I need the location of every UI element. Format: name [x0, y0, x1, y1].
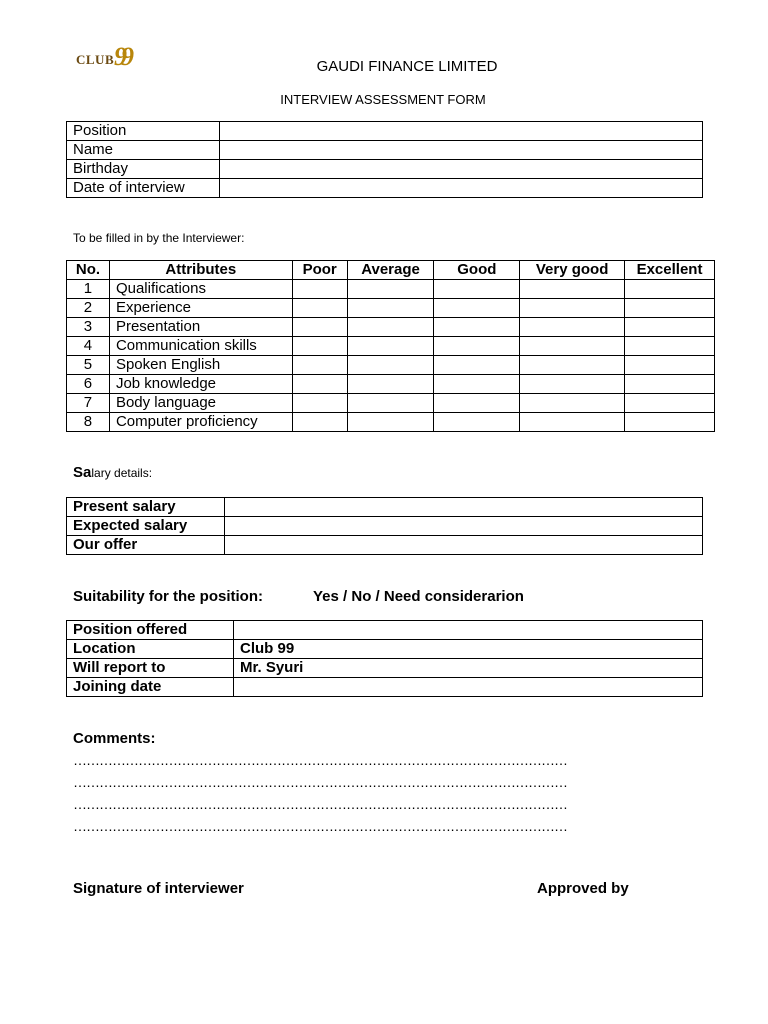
- row-attribute: Computer proficiency: [109, 413, 292, 432]
- rating-cell[interactable]: [292, 394, 347, 413]
- row-attribute: Qualifications: [109, 280, 292, 299]
- table-row: [67, 337, 715, 356]
- row-no: 4: [67, 337, 110, 356]
- salary-heading-rest: lary details:: [91, 466, 153, 480]
- row-no: 2: [67, 299, 110, 318]
- row-no: 5: [67, 356, 110, 375]
- rating-cell[interactable]: [625, 280, 715, 299]
- table-row: [67, 280, 715, 299]
- rating-cell[interactable]: [347, 356, 434, 375]
- interviewer-note: To be filled in by the Interviewer:: [73, 231, 245, 245]
- col-header-excellent: Excellent: [625, 261, 715, 280]
- rating-cell[interactable]: [347, 318, 434, 337]
- expected-salary-label: Expected salary: [67, 517, 225, 536]
- rating-cell[interactable]: [520, 318, 625, 337]
- table-row: [67, 356, 715, 375]
- joining-date-label: Joining date: [67, 678, 234, 697]
- salary-table: [66, 497, 703, 555]
- table-row: [67, 299, 715, 318]
- table-row: [67, 640, 703, 659]
- table-row: [67, 394, 715, 413]
- rating-cell[interactable]: [434, 337, 520, 356]
- table-row: [67, 536, 703, 555]
- row-no: 1: [67, 280, 110, 299]
- suitability-options[interactable]: Yes / No / Need considerarion: [313, 588, 524, 605]
- table-row: [67, 659, 703, 678]
- rating-cell[interactable]: [520, 413, 625, 432]
- candidate-info-table: [66, 121, 703, 198]
- name-label: Name: [67, 141, 220, 160]
- row-no: 3: [67, 318, 110, 337]
- present-salary-label: Present salary: [67, 498, 225, 517]
- row-attribute: Communication skills: [109, 337, 292, 356]
- table-row: [67, 621, 703, 640]
- row-no: 8: [67, 413, 110, 432]
- col-header-no: No.: [67, 261, 110, 280]
- interview-date-label: Date of interview: [67, 179, 220, 198]
- rating-cell[interactable]: [347, 280, 434, 299]
- rating-cell[interactable]: [434, 375, 520, 394]
- comments-label: Comments:: [73, 730, 156, 747]
- rating-cell[interactable]: [520, 356, 625, 375]
- rating-cell[interactable]: [292, 318, 347, 337]
- table-row: [67, 413, 715, 432]
- rating-cell[interactable]: [292, 356, 347, 375]
- joining-date-field[interactable]: [234, 678, 703, 697]
- rating-cell[interactable]: [434, 394, 520, 413]
- rating-cell[interactable]: [625, 413, 715, 432]
- name-field[interactable]: [220, 141, 703, 160]
- form-title: INTERVIEW ASSESSMENT FORM: [280, 92, 486, 107]
- table-row: [67, 517, 703, 536]
- birthday-label: Birthday: [67, 160, 220, 179]
- rating-cell[interactable]: [434, 318, 520, 337]
- row-attribute: Body language: [109, 394, 292, 413]
- rating-cell[interactable]: [520, 337, 625, 356]
- interview-date-field[interactable]: [220, 179, 703, 198]
- row-attribute: Spoken English: [109, 356, 292, 375]
- col-header-attributes: Attributes: [109, 261, 292, 280]
- position-offered-label: Position offered: [67, 621, 234, 640]
- rating-cell[interactable]: [625, 375, 715, 394]
- logo-nines: 99: [114, 42, 128, 71]
- rating-cell[interactable]: [292, 375, 347, 394]
- rating-cell[interactable]: [520, 280, 625, 299]
- comment-line[interactable]: ……………………………………………………………………………………………………: [73, 796, 567, 812]
- location-label: Location: [67, 640, 234, 659]
- rating-cell[interactable]: [625, 394, 715, 413]
- birthday-field[interactable]: [220, 160, 703, 179]
- rating-cell[interactable]: [625, 318, 715, 337]
- row-attribute: Experience: [109, 299, 292, 318]
- position-field[interactable]: [220, 122, 703, 141]
- report-to-field[interactable]: Mr. Syuri: [234, 659, 703, 678]
- row-attribute: Presentation: [109, 318, 292, 337]
- table-header-row: [67, 261, 715, 280]
- rating-cell[interactable]: [347, 413, 434, 432]
- our-offer-label: Our offer: [67, 536, 225, 555]
- rating-cell[interactable]: [292, 299, 347, 318]
- assessment-table: [66, 260, 715, 432]
- present-salary-field[interactable]: [225, 498, 703, 517]
- col-header-very-good: Very good: [520, 261, 625, 280]
- rating-cell[interactable]: [347, 394, 434, 413]
- table-row: [67, 318, 715, 337]
- col-header-good: Good: [434, 261, 520, 280]
- rating-cell[interactable]: [347, 337, 434, 356]
- suitability-label: Suitability for the position:: [73, 588, 263, 605]
- report-to-label: Will report to: [67, 659, 234, 678]
- position-offered-field[interactable]: [234, 621, 703, 640]
- rating-cell[interactable]: [625, 356, 715, 375]
- company-name: GAUDI FINANCE LIMITED: [316, 58, 498, 75]
- rating-cell[interactable]: [292, 280, 347, 299]
- rating-cell[interactable]: [434, 413, 520, 432]
- rating-cell[interactable]: [434, 356, 520, 375]
- salary-heading-prefix: Sa: [73, 464, 92, 481]
- comment-line[interactable]: ……………………………………………………………………………………………………: [73, 818, 567, 834]
- rating-cell[interactable]: [520, 375, 625, 394]
- table-row: [67, 179, 703, 198]
- row-no: 6: [67, 375, 110, 394]
- approved-by-label: Approved by: [537, 880, 629, 897]
- our-offer-field[interactable]: [225, 536, 703, 555]
- rating-cell[interactable]: [347, 299, 434, 318]
- rating-cell[interactable]: [434, 280, 520, 299]
- col-header-average: Average: [347, 261, 434, 280]
- table-row: [67, 375, 715, 394]
- table-row: [67, 141, 703, 160]
- rating-cell[interactable]: [625, 337, 715, 356]
- row-no: 7: [67, 394, 110, 413]
- rating-cell[interactable]: [625, 299, 715, 318]
- rating-cell[interactable]: [347, 375, 434, 394]
- offer-table: [66, 620, 703, 697]
- row-attribute: Job knowledge: [109, 375, 292, 394]
- rating-cell[interactable]: [520, 394, 625, 413]
- table-row: [67, 498, 703, 517]
- comment-line[interactable]: ……………………………………………………………………………………………………: [73, 752, 567, 768]
- location-field[interactable]: Club 99: [234, 640, 703, 659]
- salary-heading: [73, 464, 152, 482]
- col-header-poor: Poor: [292, 261, 347, 280]
- table-row: [67, 160, 703, 179]
- position-label: Position: [67, 122, 220, 141]
- expected-salary-field[interactable]: [225, 517, 703, 536]
- table-row: [67, 122, 703, 141]
- rating-cell[interactable]: [434, 299, 520, 318]
- rating-cell[interactable]: [292, 413, 347, 432]
- signature-label: Signature of interviewer: [73, 880, 244, 897]
- table-row: [67, 678, 703, 697]
- rating-cell[interactable]: [292, 337, 347, 356]
- comment-line[interactable]: ……………………………………………………………………………………………………: [73, 774, 567, 790]
- logo-text: CLUB: [76, 52, 115, 67]
- rating-cell[interactable]: [520, 299, 625, 318]
